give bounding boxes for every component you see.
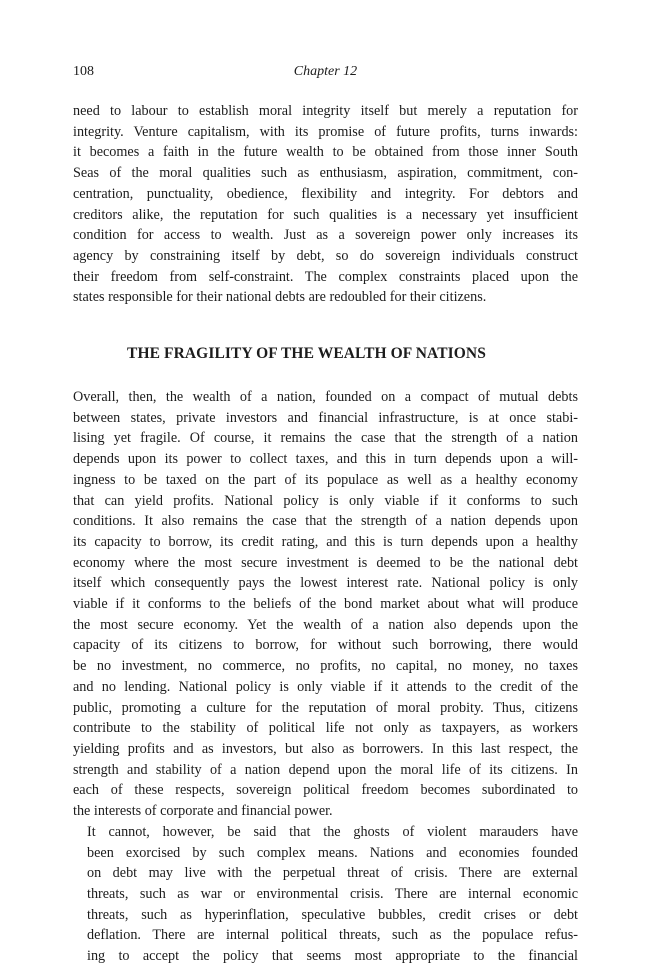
text-line: each of these respects, sovereign political freedom becomes subordinated to — [73, 782, 578, 799]
text-line: condition for access to wealth. Just as a sovereign power only increases its — [73, 227, 578, 244]
text-line: economy where the most secure investment is deemed to be the national debt — [73, 554, 578, 571]
text-line: creditors alike, the reputation for such qualities is a necessary yet insufficient — [73, 206, 578, 223]
paragraph-2 — [73, 387, 578, 822]
text-line: be no investment, no commerce, no profits, no capital, no money, no taxes — [73, 658, 578, 675]
text-line: the most secure economy. Yet the wealth of a nation also depends upon the — [73, 616, 578, 633]
running-head — [73, 64, 578, 86]
text-line: threats, such as hyperinflation, speculative bubbles, credit crises or debt — [87, 906, 578, 923]
chapter-label: Chapter 12 — [293, 64, 358, 79]
text-line: ing to accept the policy that seems most appropriate to the financial — [87, 948, 578, 965]
text-line: deflation. There are internal political threats, such as the populace refus- — [87, 927, 578, 944]
text-line: conditions. It also remains the case that the strength of a nation depends upon — [73, 513, 578, 530]
section-heading: THE FRAGILITY OF THE WEALTH OF NATIONS — [127, 345, 486, 363]
text-line: centration, punctuality, obedience, flexibility and integrity. For debtors and — [73, 185, 578, 202]
text-line: Overall, then, the wealth of a nation, founded on a compact of mutual debts — [73, 389, 578, 406]
text-line: itself which consequently pays the lowest interest rate. National policy is only — [73, 575, 578, 592]
text-line: strength and stability of a nation depend upon the moral life of its citizens. In — [73, 761, 578, 778]
text-line: public, promoting a culture for the reputation of moral probity. Thus, citizens — [73, 699, 578, 716]
text-line: its capacity to borrow, its credit rating, and this is turn depends upon a healthy — [73, 533, 578, 550]
text-line: Seas of the moral qualities such as enthusiasm, aspiration, commitment, con- — [73, 165, 578, 182]
text-line: that can yield profits. National policy is only viable if it conforms to such — [73, 492, 578, 509]
text-line: between states, private investors and financial infrastructure, is at once stabi- — [73, 409, 578, 426]
book-page — [73, 64, 578, 967]
text-line: lising yet fragile. Of course, it remains the case that the strength of a nation — [73, 430, 578, 447]
paragraph-3 — [73, 822, 578, 967]
text-line: agency by constraining itself by debt, so do sovereign individuals construct — [73, 247, 578, 264]
text-line: threats, such as war or environmental crisis. There are internal economic — [87, 885, 578, 902]
text-line: It cannot, however, be said that the ghosts of violent marauders have — [87, 823, 578, 840]
text-line: integrity. Venture capitalism, with its promise of future profits, turns inwards: — [73, 123, 578, 140]
text-line: the interests of corporate and financial power. — [73, 803, 333, 820]
paragraph-1 — [73, 101, 578, 308]
text-line: been exorcised by such complex means. Nations and economies founded — [87, 844, 578, 861]
text-line: depends upon its power to collect taxes, and this in turn depends upon a will- — [73, 451, 578, 468]
text-line: on debt may live with the perpetual threat of crisis. There are external — [87, 865, 578, 882]
text-line: need to labour to establish moral integrity itself but merely a reputation for — [73, 103, 578, 119]
text-line: yielding profits and as investors, but also as borrowers. In this last respect, the — [73, 740, 578, 757]
text-line: it becomes a faith in the future wealth to be obtained from those inner South — [73, 144, 578, 161]
text-line: their freedom from self-constraint. The complex constraints placed upon the — [73, 268, 578, 285]
text-line: and no lending. National policy is only viable if it attends to the credit of the — [73, 678, 578, 695]
page-number: 108 — [73, 64, 94, 79]
text-line: states responsible for their national debts are redoubled for their citizens. — [73, 289, 487, 306]
text-line: viable if it conforms to the beliefs of the bond market about what will produce — [73, 596, 578, 613]
text-line: ingness to be taxed on the part of its populace as well as a healthy economy — [73, 471, 578, 488]
text-line: capacity of its citizens to borrow, for without such borrowing, there would — [73, 637, 578, 654]
text-line: contribute to the stability of political life not only as taxpayers, as workers — [73, 720, 578, 737]
